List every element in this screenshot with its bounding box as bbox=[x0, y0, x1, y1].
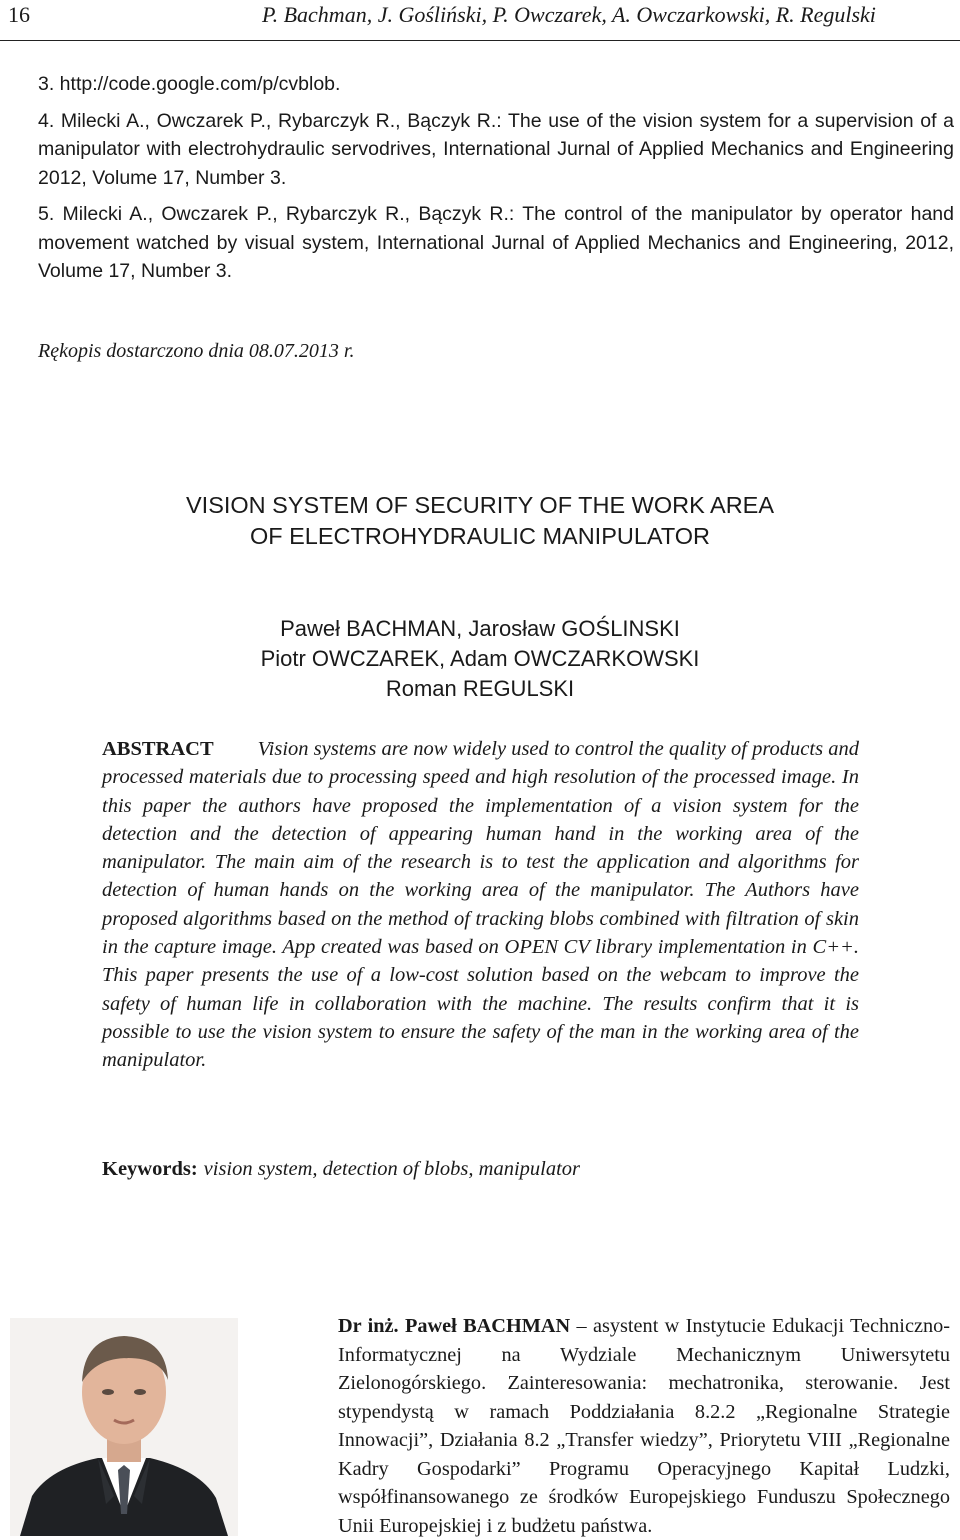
running-head: P. Bachman, J. Gośliński, P. Owczarek, A. Owczarkowski, R. Regulski bbox=[262, 2, 876, 27]
keywords-value: vision system, detection of blobs, manipulator bbox=[203, 1158, 581, 1180]
bio-text: – asystent w Instytucie Edukacji Techniczno-Informatycznej na Wydziale Mechanicznym Uniwersytetu Zielonogórskiego. Zainteresowania: mechatronika, sterowanie. Jest stypendystą w ramach Poddziałania 8.2.2 „Regionalne Strategie Innowacji”, Działania 8.2 „Transfer wiedzy”, Priorytetu VIII „Regionalne Kadry Gospodarki” Programu Operacyjnego Kapitał Ludzki, współfinansowanego ze środków Europejskiego Funduszu Społecznego Unii Europejskiej i z budżetu państwa. bbox=[338, 1315, 950, 1537]
reference-item: 4. Milecki A., Owczarek P., Rybarczyk R., Bączyk R.: The use of the vision system for a supervision of a manipulator with electrohydraulic servodrives, International Jurnal of Applied Mechanics and Engineering 2012, Volume 17, Number 3. bbox=[38, 109, 954, 189]
author-line: Roman REGULSKI bbox=[385, 676, 575, 701]
bio-name: Dr inż. Paweł BACHMAN bbox=[338, 1315, 571, 1337]
author-photo bbox=[10, 1318, 238, 1536]
author-bio bbox=[258, 1312, 950, 1540]
keywords-label: Keywords: bbox=[102, 1158, 198, 1180]
abstract-label: ABSTRACT bbox=[102, 738, 214, 760]
abstract bbox=[102, 735, 859, 1075]
article-title bbox=[0, 490, 960, 552]
page-number: 16 bbox=[8, 2, 30, 27]
header-rule bbox=[0, 40, 960, 41]
keywords bbox=[102, 1158, 580, 1181]
title-line: OF ELECTROHYDRAULIC MANIPULATOR bbox=[249, 523, 711, 549]
reference-item: 5. Milecki A., Owczarek P., Rybarczyk R., Bączyk R.: The control of the manipulator by operator hand movement watched by visual system, International Jurnal of Applied Mechanics and Engineering, 2012, Volume 17, Number 3. bbox=[38, 203, 954, 282]
received-note: Rękopis dostarczono dnia 08.07.2013 r. bbox=[38, 340, 355, 362]
author-list bbox=[0, 614, 960, 704]
reference-list bbox=[38, 70, 954, 294]
author-line: Paweł BACHMAN, Jarosław GOŚLINSKI bbox=[280, 616, 680, 641]
abstract-text: Vision systems are now widely used to control the quality of products and processed materials due to processing speed and high resolution of the processed image. In this paper the authors have proposed the implementation of a vision system for the detection and the detection of appearing human hand in the working area of the manipulator. The main aim of the research is to test the application and algorithms for detection of human hands on the working area of the manipulator. The Authors have proposed algorithms based on the method of tracking blobs combined with filtration of skin in the capture image. App created was based on OPEN CV library implementation in C++. This paper presents the use of a low-cost solution based on the webcam to improve the safety of human life in collaboration with the machine. The results confirm that it is possible to use the vision system to ensure the safety of the man in the working area of the manipulator. bbox=[102, 738, 859, 1072]
author-portrait-image bbox=[10, 1318, 238, 1536]
author-line: Piotr OWCZAREK, Adam OWCZARKOWSKI bbox=[260, 646, 700, 671]
reference-item: 3. http://code.google.com/p/cvblob. bbox=[38, 73, 341, 95]
title-line: VISION SYSTEM OF SECURITY OF THE WORK AREA bbox=[185, 492, 775, 518]
